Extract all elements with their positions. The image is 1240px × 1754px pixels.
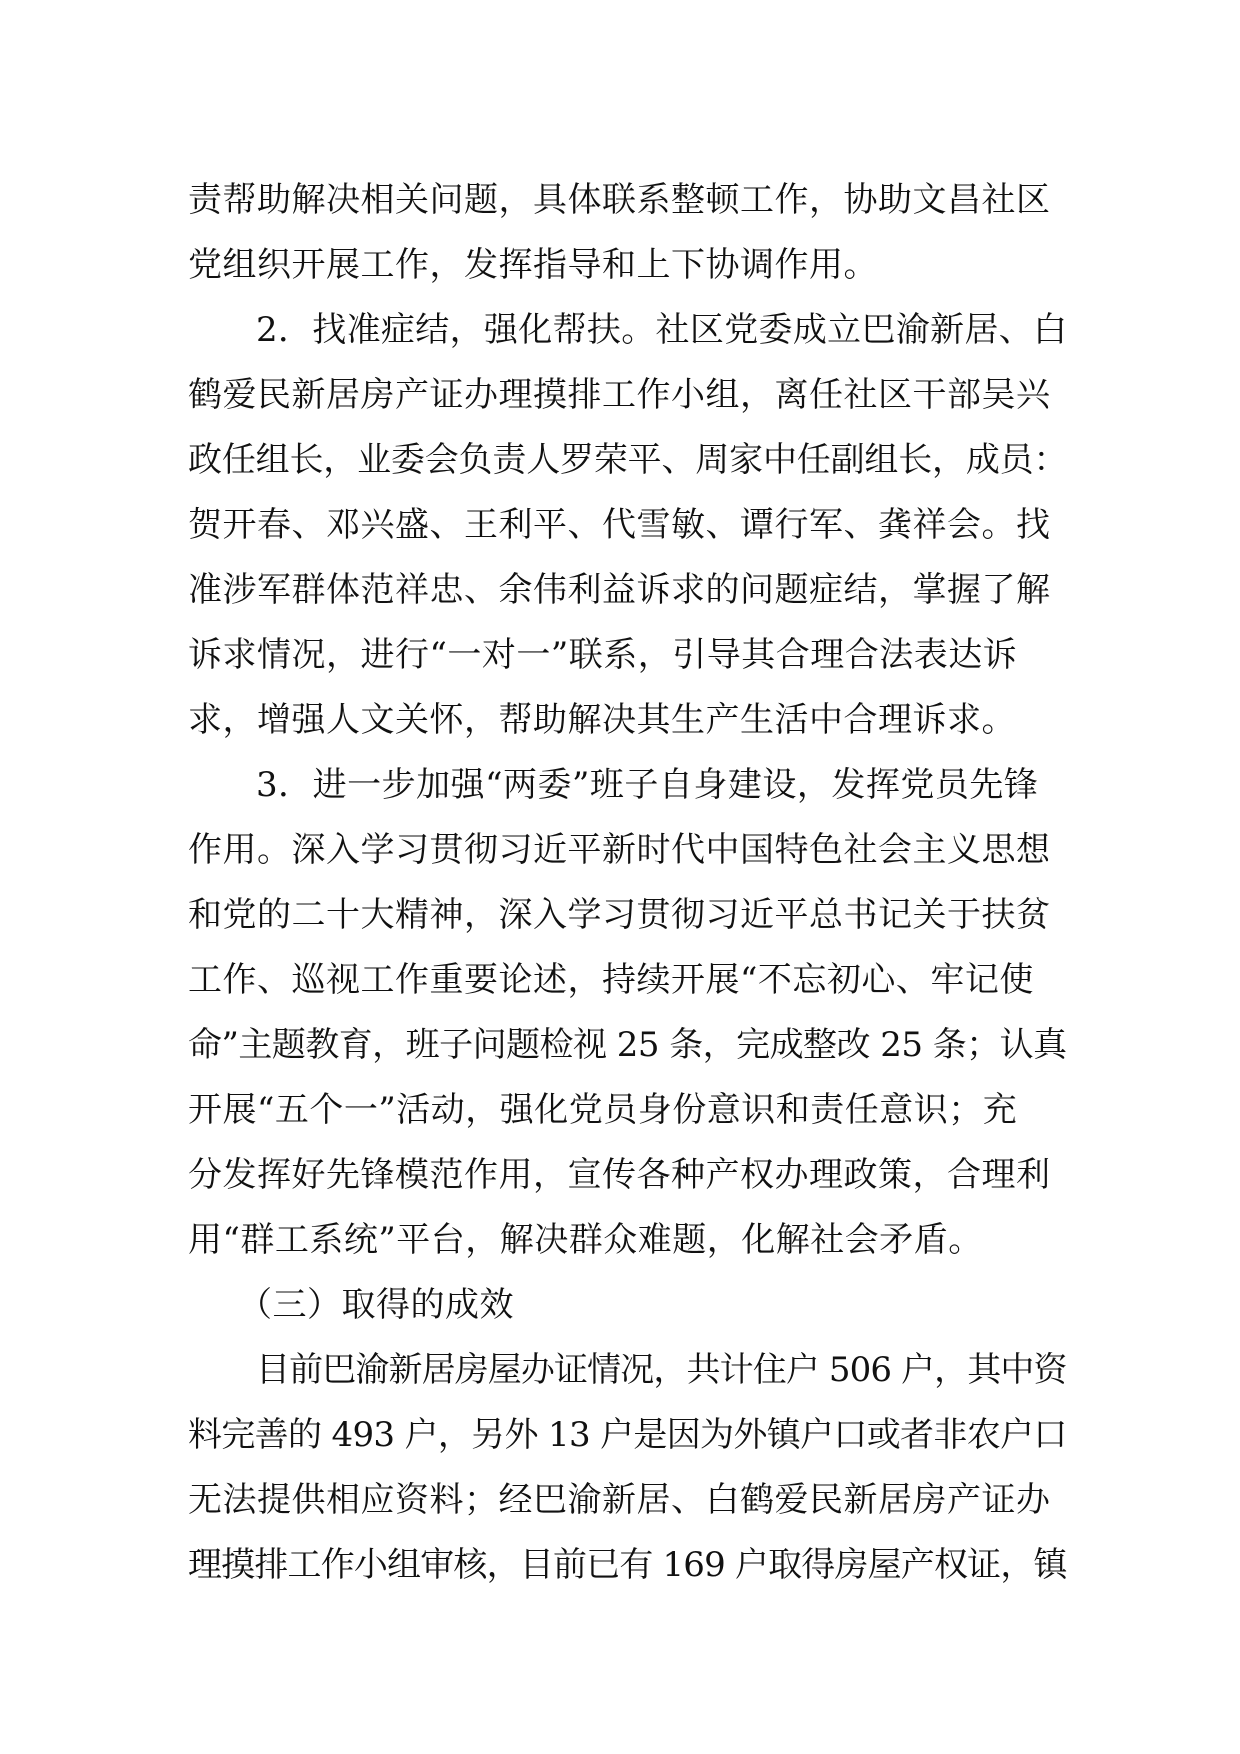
text-line: 理摸排工作小组审核，目前已有 169 户取得房屋产权证，镇: [188, 1545, 1067, 1585]
paragraph-start-line: 2．找准症结，强化帮扶。社区党委成立巴渝新居、白: [256, 310, 1068, 350]
text-line: 料完善的 493 户，另外 13 户是因为外镇户口或者非农户口: [188, 1415, 1067, 1455]
text-line: 开展“五个一”活动，强化党员身份意识和责任意识；充: [188, 1090, 1018, 1130]
text-line: 无法提供相应资料；经巴渝新居、白鹤爱民新居房产证办: [188, 1480, 1051, 1520]
text-line: 政任组长，业委会负责人罗荣平、周家中任副组长，成员：: [188, 440, 1068, 480]
text-line: 责帮助解决相关问题，具体联系整顿工作，协助文昌社区: [188, 180, 1051, 220]
text-line: 贺开春、邓兴盛、王利平、代雪敏、谭行军、龚祥会。找: [188, 505, 1051, 545]
text-line: 鹤爱民新居房产证办理摸排工作小组，离任社区干部吴兴: [188, 375, 1051, 415]
section-heading: （三）取得的成效: [238, 1285, 514, 1325]
text-line: 分发挥好先锋模范作用，宣传各种产权办理政策，合理利: [188, 1155, 1051, 1195]
text-line: 用“群工系统”平台，解决群众难题，化解社会矛盾。: [188, 1220, 983, 1260]
text-line: 准涉军群体范祥忠、余伟利益诉求的问题症结，掌握了解: [188, 570, 1051, 610]
text-line: 和党的二十大精神，深入学习贯彻习近平总书记关于扶贫: [188, 895, 1051, 935]
text-line: 诉求情况，进行“一对一”联系，引导其合理合法表达诉: [188, 635, 1018, 675]
paragraph-start-line: 目前巴渝新居房屋办证情况，共计住户 506 户，其中资: [256, 1350, 1067, 1390]
text-line: 作用。深入学习贯彻习近平新时代中国特色社会主义思想: [188, 830, 1051, 870]
text-line: 党组织开展工作，发挥指导和上下协调作用。: [188, 245, 878, 285]
paragraph-start-line: 3．进一步加强“两委”班子自身建设，发挥党员先锋: [256, 765, 1039, 805]
text-line: 工作、巡视工作重要论述，持续开展“不忘初心、牢记使: [188, 960, 1034, 1000]
document-body: [188, 168, 1068, 1598]
text-line: 求，增强人文关怀，帮助解决其生产生活中合理诉求。: [188, 700, 1016, 740]
text-line: 命”主题教育，班子问题检视 25 条，完成整改 25 条；认真: [188, 1025, 1067, 1065]
